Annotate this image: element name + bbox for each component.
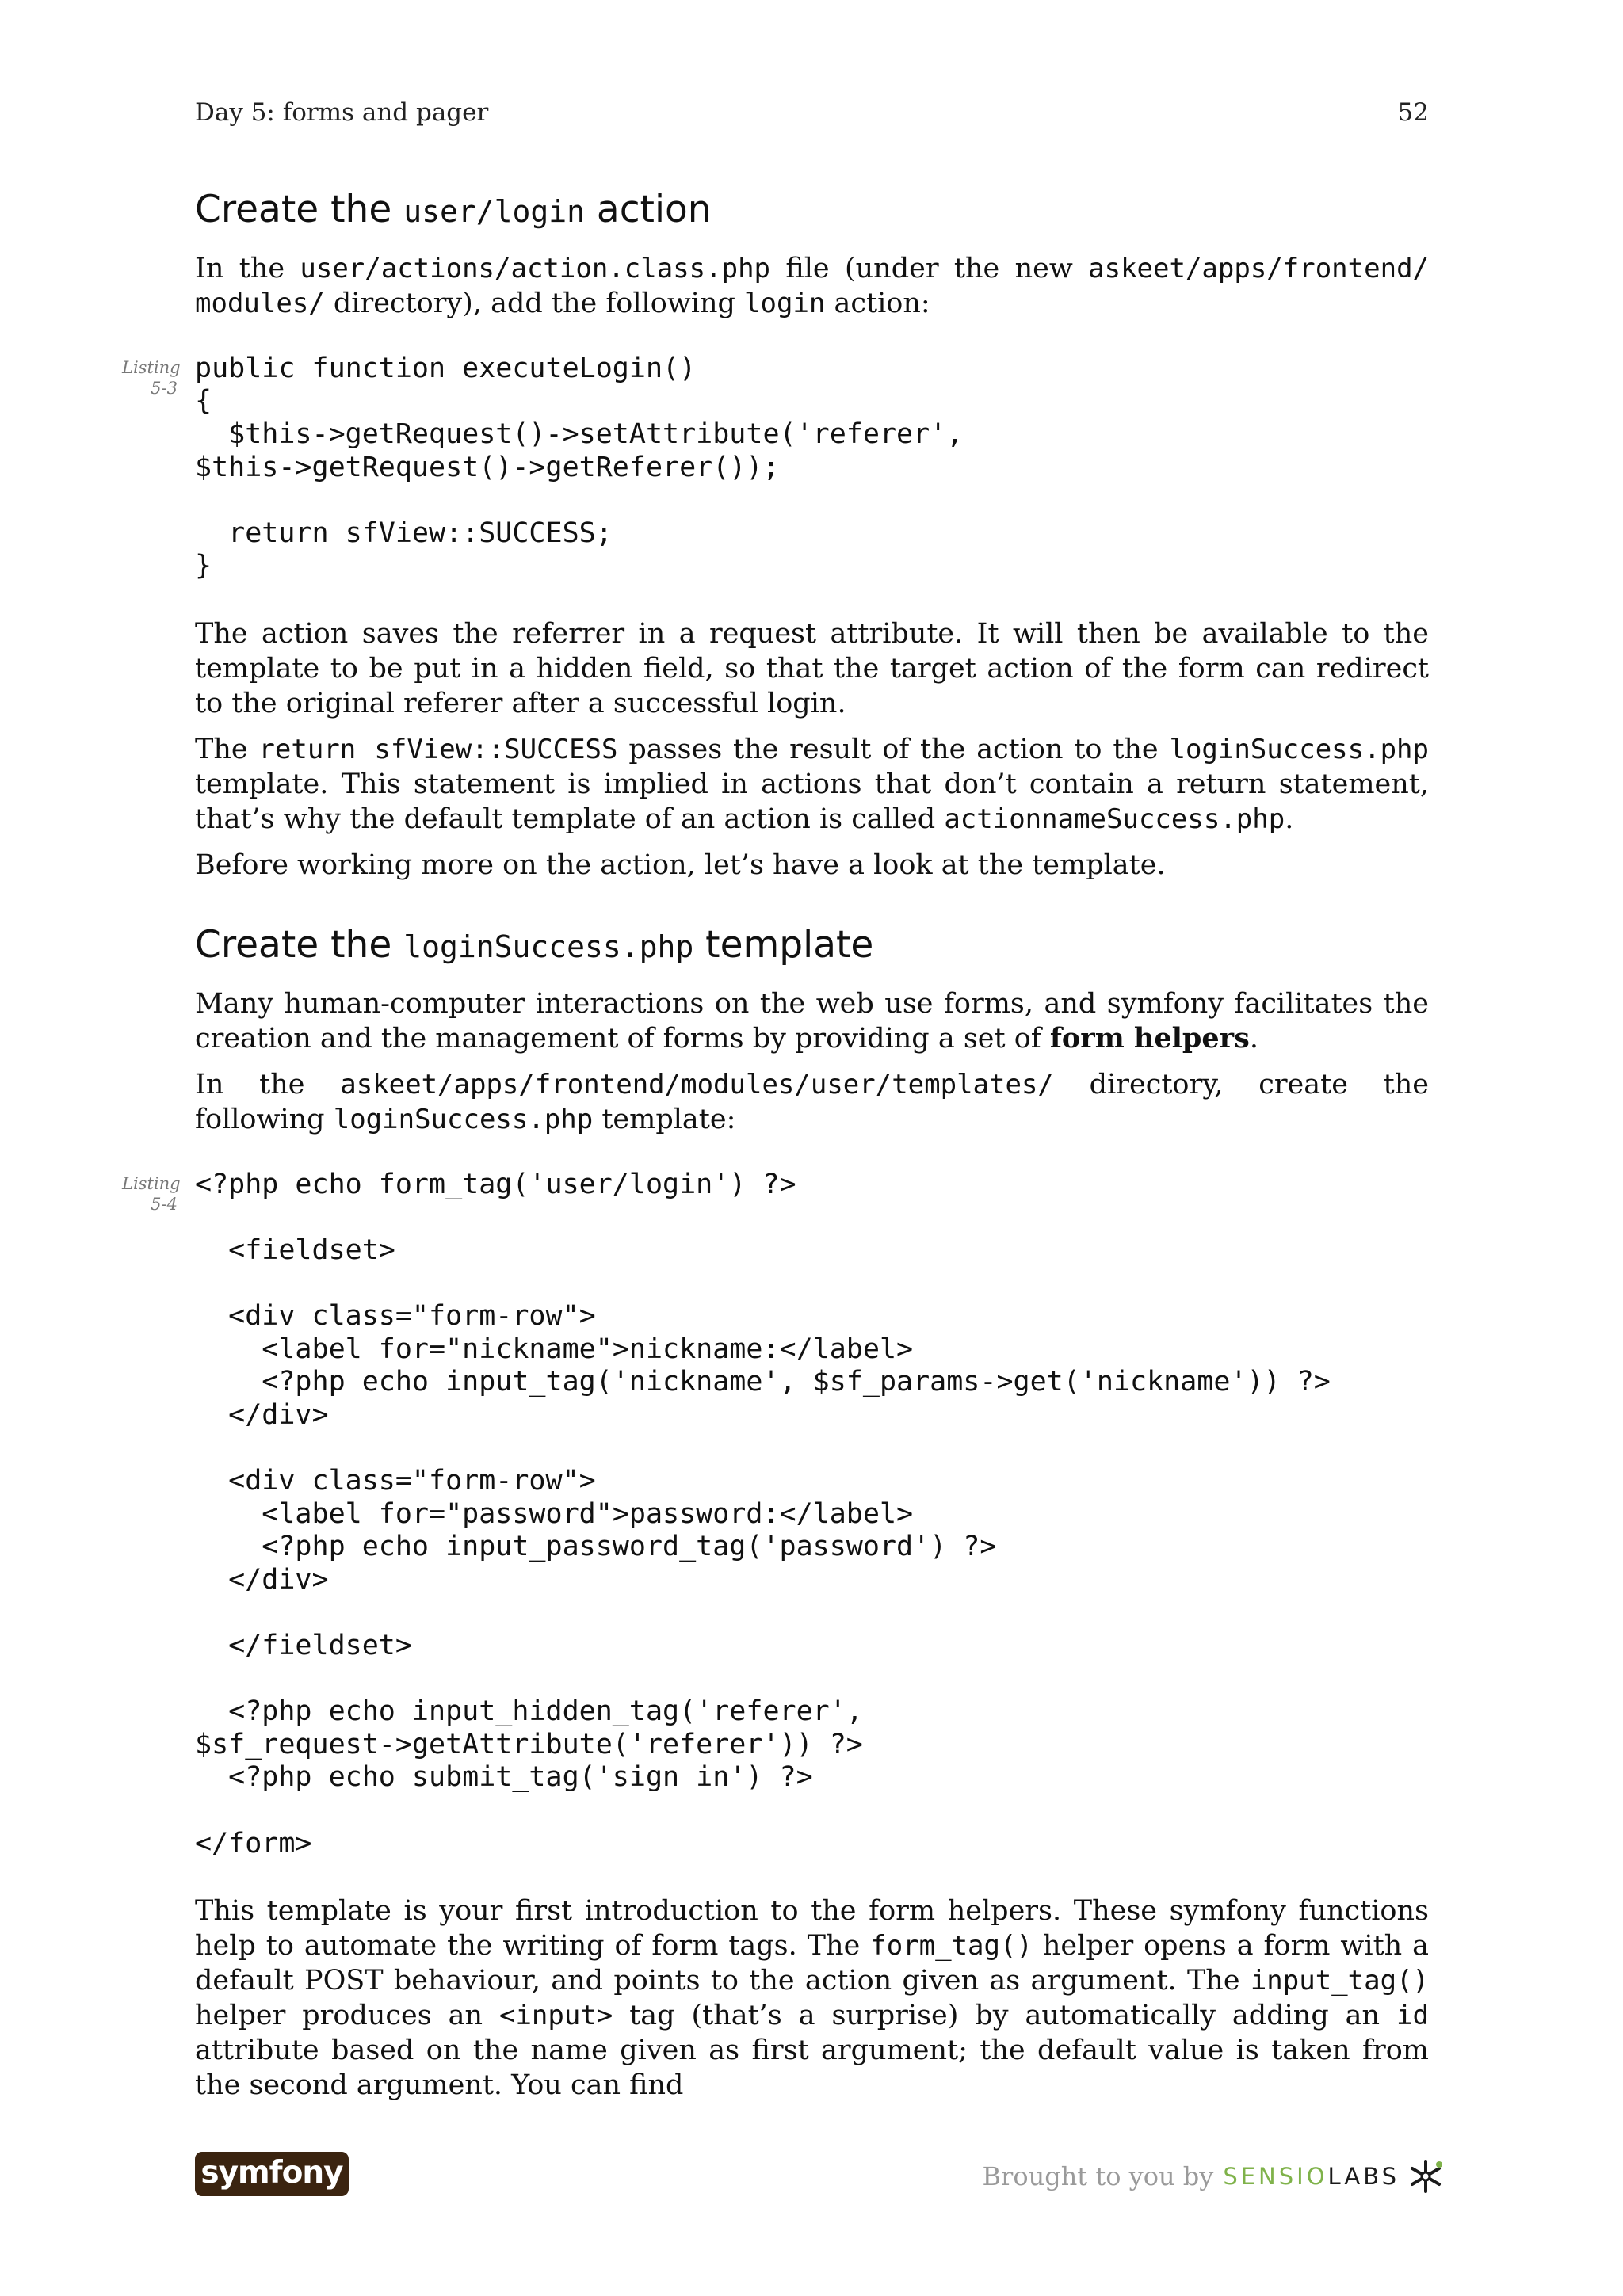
listing-label: Listing 5-4 (122, 1173, 181, 1214)
page-number: 52 (1397, 98, 1429, 127)
chapter-title: Day 5: forms and pager (195, 98, 489, 127)
paragraph: The action saves the referrer in a request attribute. It will then be available to the template to be put in a hidden field, so that the target action of the form can redirect to the original referer after a successful login. (195, 617, 1429, 719)
paragraph: This template is your first introduction to the form helpers. These symfony functions help to automate the writing of form tags. The form_tag() helper opens a form with a default POST behaviour, and points to the action given as argument. The input_tag() helper produces an <input> tag (that’s a surprise) by automatically adding an id attribute based on the name given as first argument; the default value is taken from the second argument. You can find (195, 1895, 1429, 2102)
listing-label: Listing 5-3 (122, 357, 181, 398)
page-footer (195, 2152, 1444, 2207)
code-block: <?php echo form_tag('user/login') ?> <fieldset> <div class="form-row"> <label for="nickname">nickname:</label> <?php echo input_tag('nickname', $sf_params->get('nickname')) ?> </div> <div class="form-row"> <label for="password">password:</label> <?php echo input_password_tag('password') ?> </div> </fieldset> <?php echo input_hidden_tag('referer', $sf_request->getAttribute('referer')) ?> <?php echo submit_tag('sign in') ?> </form> (195, 1168, 1331, 1859)
paragraph: The return sfView::SUCCESS passes the result of the action to the loginSuccess.php template. This statement is implied in actions that don’t contain a return statement, that’s why the default template of an action is called actionnameSuccess.php. (195, 733, 1429, 835)
paragraph: Before working more on the action, let’s have a look at the template. (195, 849, 1166, 881)
paragraph: Many human-computer interactions on the web use forms, and symfony facilitates the creation and the management of forms by providing a set of form helpers. (195, 987, 1429, 1055)
paragraph: In the askeet/apps/frontend/modules/user/templates/ directory, create the following loginSuccess.php template: (195, 1068, 1429, 1135)
page-content (122, 187, 1430, 2114)
code-listing-5-4 (122, 1168, 1429, 1860)
symfony-logo: symfony (195, 2152, 349, 2196)
page-header (195, 98, 1429, 130)
sensiolabs-wordmark: SENSIOLABS (1223, 2163, 1400, 2190)
section-heading-login-action: Create the user/login action (195, 188, 712, 231)
sponsor-credit (983, 2157, 1444, 2196)
code-listing-5-3 (122, 352, 1429, 583)
code-block: public function executeLogin() { $this->getRequest()->setAttribute('referer', $this->getRequest()->getReferer()); return sfView::SUCCESS; } (195, 352, 964, 582)
section-heading-login-template: Create the loginSuccess.php template (195, 922, 874, 967)
paragraph: In the user/actions/action.class.php file (under the new askeet/apps/frontend/ modules/ directory), add the following login action: (195, 252, 1430, 319)
sensiolabs-asterisk-icon (1407, 2158, 1444, 2195)
brought-to-you-text: Brought to you by (982, 2161, 1214, 2191)
